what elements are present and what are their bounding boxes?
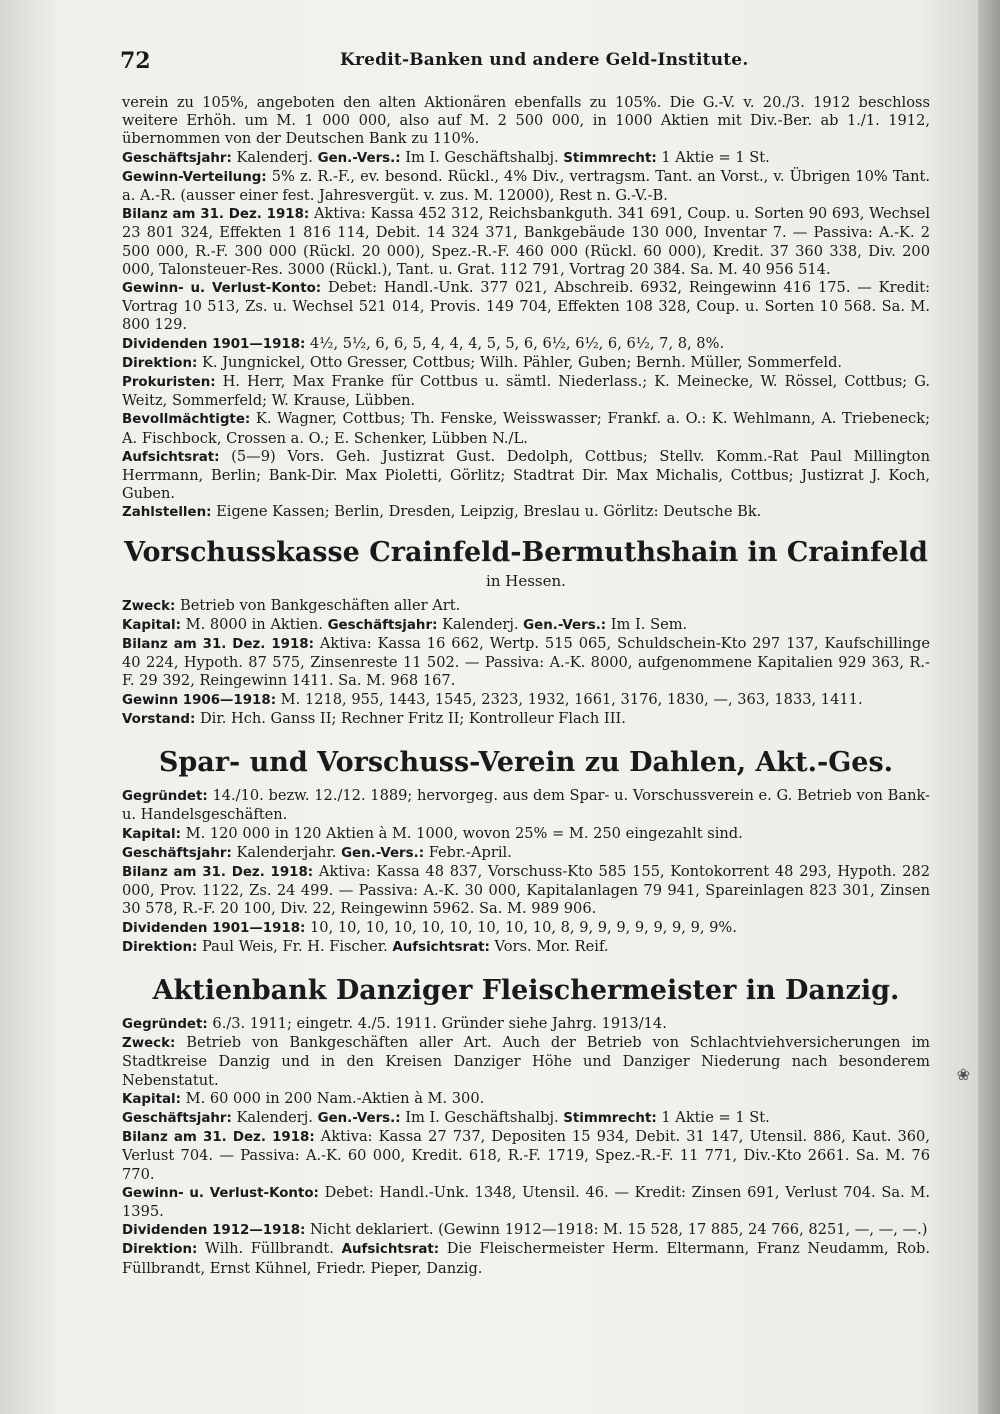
entry-dividenden — [122, 1221, 930, 1240]
label-aufsichtsrat: Aufsichtsrat: — [341, 1242, 440, 1258]
label-dividenden: Dividenden 1912—1918: — [122, 1223, 306, 1239]
label-geschaeftsjahr: Geschäftsjahr: — [122, 150, 232, 166]
text-bevollmaechtigte: K. Wagner, Cottbus; Th. Fenske, Weisswasser; Frankf. a. O.: K. Wehlmann, A. Triebeneck; A. Fischbock, Crossen a. O.; E. Schenker, Lübben N./L. — [122, 410, 930, 447]
entry-vorstand — [122, 710, 930, 729]
text-direktion: Paul Weis, Fr. H. Fischer. — [197, 937, 393, 955]
entry-geschaeftsjahr — [122, 844, 930, 863]
text-kapital: M. 120 000 in 120 Aktien à M. 1000, wovon 25% = M. 250 eingezahlt sind. — [180, 824, 743, 842]
label-bilanz: Bilanz am 31. Dez. 1918: — [122, 637, 314, 653]
text-geschaeftsjahr: Kalenderj. — [231, 1108, 318, 1126]
entry-bilanz — [122, 635, 930, 691]
label-guv: Gewinn- u. Verlust-Konto: — [122, 1185, 319, 1201]
entry-gewinn — [122, 691, 930, 710]
entry-geschaeftsjahr — [122, 149, 930, 168]
text-stimmrecht: 1 Aktie = 1 St. — [656, 148, 770, 166]
label-kapital: Kapital: — [122, 1091, 181, 1107]
label-dividenden: Dividenden 1901—1918: — [122, 336, 306, 352]
text-prokuristen: H. Herr, Max Franke für Cottbus u. sämtl. Niederlass.; K. Meinecke, W. Rössel, Cottbus; G. Weitz, Sommerfeld; W. Krause, Lübben. — [122, 373, 930, 410]
text-bilanz: Aktiva: Kassa 27 737, Depositen 15 934, Debit. 31 147, Utensil. 886, Kaut. 360, Verlust 704. — Passiva: A.-K. 60 000, Kredit. 618, R.-F. 1719, Spez.-R.-F. 11 771, Div.-Kto 2661. Sa. M. 76 770. — [122, 1128, 930, 1183]
entry-dividenden — [122, 335, 930, 354]
label-geschaeftsjahr: Geschäftsjahr: — [327, 617, 438, 633]
label-bilanz: Bilanz am 31. Dez. 1918: — [122, 864, 314, 880]
margin-mark-icon: ❀ — [956, 1065, 970, 1084]
entry-aufsichtsrat — [122, 448, 930, 504]
bank-subtitle-crainfeld: in Hessen. — [486, 571, 566, 590]
label-bilanz: Bilanz am 31. Dez. 1918: — [122, 1130, 315, 1146]
text-kapital: M. 60 000 in 200 Nam.-Aktien à M. 300. — [180, 1089, 485, 1107]
entry-gegruendet — [122, 1015, 930, 1034]
label-genvers: Gen.-Vers.: — [317, 150, 401, 166]
label-direktion: Direktion: — [122, 1242, 198, 1258]
label-geschaeftsjahr: Geschäftsjahr: — [122, 1110, 232, 1126]
entry-zahlstellen — [122, 503, 930, 522]
text-bilanz: Aktiva: Kassa 452 312, Reichsbankguth. 341 691, Coup. u. Sorten 90 693, Wechsel 23 801 324, Effekten 1 816 114, Debit. 14 324 371, Bankgebäude 130 000, Inventar 7. — Passiva: A.-K. 2 500 000, R.-F. 300 000 (Rückl. 20 000), Spez.-R.-F. 460 000 (Rückl. 60 000), Kredit. 37 360 338, Div. 200 000, Talonsteuer-Res. 3000 (Rückl.), Tant. u. Grat. 112 791, Vortrag 20 384. Sa. M. 40 956 514. — [122, 205, 930, 278]
label-aufsichtsrat: Aufsichtsrat: — [122, 449, 220, 465]
text-dividenden: Nicht deklariert. (Gewinn 1912—1918: M. 15 528, 17 885, 24 766, 8251, —, —, —.) — [305, 1221, 928, 1239]
entry-bilanz — [122, 205, 930, 279]
text-genvers: Febr.-April. — [424, 843, 512, 861]
entry-prokuristen — [122, 373, 930, 410]
text-aufsichtsrat: Vors. Mor. Reif. — [489, 937, 609, 955]
label-genvers: Gen.-Vers.: — [341, 845, 425, 861]
text-direktion: K. Jungnickel, Otto Gresser, Cottbus; Wilh. Pähler, Guben; Bernh. Müller, Sommerfeld. — [197, 353, 843, 371]
label-bevollmaechtigte: Bevollmächtigte: — [122, 412, 251, 428]
label-prokuristen: Prokuristen: — [122, 375, 216, 391]
entry-direktion — [122, 938, 930, 957]
label-zweck: Zweck: — [122, 1036, 176, 1052]
entry-direktion — [122, 354, 930, 373]
label-gegruendet: Gegründet: — [122, 1016, 208, 1032]
text-aufsichtsrat: Die Fleischermeister Herm. Eltermann, Franz Neudamm, Rob. Füllbrandt, Ernst Kühnel, Friedr. Pieper, Danzig. — [122, 1240, 931, 1277]
label-stimmrecht: Stimmrecht: — [563, 150, 657, 166]
page-body — [122, 94, 930, 1278]
label-aufsichtsrat: Aufsichtsrat: — [392, 939, 490, 955]
text-zahlstellen: Eigene Kassen; Berlin, Dresden, Leipzig, Breslau u. Görlitz: Deutsche Bk. — [211, 503, 762, 521]
text-zweck: Betrieb von Bankgeschäften aller Art. — [175, 596, 461, 614]
label-kapital: Kapital: — [122, 826, 181, 842]
text-dividenden: 10, 10, 10, 10, 10, 10, 10, 10, 10, 8, 9, 9, 9, 9, 9, 9, 9, 9%. — [305, 918, 737, 936]
label-bilanz: Bilanz am 31. Dez. 1918: — [122, 207, 310, 223]
entry-bilanz — [122, 863, 930, 919]
label-geschaeftsjahr: Geschäftsjahr: — [122, 845, 232, 861]
text-gewinnverteilung: 5% z. R.-F., ev. besond. Rückl., 4% Div., vertragsm. Tant. an Vorst., v. Übrigen 10% Tant. a. A.-R. (ausser einer fest. Jahresvergüt. v. zus. M. 12000), Rest n. G.-V.-B. — [122, 167, 930, 205]
text-geschaeftsjahr: Kalenderj. — [231, 148, 318, 166]
entry-kapital — [122, 1090, 930, 1109]
entry-guv — [122, 279, 930, 335]
label-direktion: Direktion: — [122, 939, 198, 955]
label-vorstand: Vorstand: — [122, 711, 196, 727]
label-dividenden: Dividenden 1901—1918: — [122, 920, 306, 936]
bank-title-crainfeld: Vorschusskasse Crainfeld-Bermuthshain in Crainfeld — [124, 536, 928, 568]
bank-title-danzig: Aktienbank Danziger Fleischermeister in Danzig. — [152, 974, 900, 1006]
entry-zweck — [122, 1034, 930, 1090]
text-vorstand: Dir. Hch. Ganss II; Rechner Fritz II; Kontrolleur Flach III. — [195, 709, 626, 727]
label-gegruendet: Gegründet: — [122, 789, 208, 805]
entry-kapital — [122, 825, 930, 844]
label-genvers: Gen.-Vers.: — [523, 617, 607, 633]
label-zweck: Zweck: — [122, 598, 176, 614]
text-guv: Debet: Handl.-Unk. 377 021, Abschreib. 6932, Reingewinn 416 175. — Kredit: Vortrag 10 513, Zs. u. Wechsel 521 014, Provis. 149 704, Effekten 108 328, Coup. u. Sorten 10 568. Sa. M. 800 129. — [122, 279, 930, 334]
bank-title-dahlen: Spar- und Vorschuss-Verein zu Dahlen, Akt.-Ges. — [158, 747, 894, 779]
entry-gewinnverteilung — [122, 168, 930, 205]
label-gewinnverteilung: Gewinn-Verteilung: — [122, 169, 267, 185]
text-gegruendet: 14./10. bezw. 12./12. 1889; hervorgeg. aus dem Spar- u. Vorschussverein e. G. Betrieb von Bank- u. Handelsgeschäften. — [122, 787, 930, 824]
page-binding-edge — [978, 0, 1000, 1414]
text-geschaeftsjahr: Kalenderj. — [437, 615, 524, 633]
text-zweck: Betrieb von Bankgeschäften aller Art. Auch der Betrieb von Schlachtviehversicherungen im Stadtkreise Danzig und in den Kreisen Danziger Höhe und Danziger Niederung nach besonderem Nebenstatut. — [122, 1034, 930, 1089]
text-genvers: Im I. Geschäftshalbj. — [400, 1108, 564, 1126]
text-dividenden: 4½, 5½, 6, 6, 5, 4, 4, 4, 5, 5, 6, 6½, 6½, 6, 6½, 7, 8, 8%. — [305, 334, 725, 352]
text-aufsichtsrat: (5—9) Vors. Geh. Justizrat Gust. Dedolph, Cottbus; Stellv. Komm.-Rat Paul Millington Herrmann, Berlin; Bank-Dir. Max Pioletti, Görlitz; Stadtrat Dir. Max Michalis, Cottbus; Justizrat J. Koch, Guben. — [122, 447, 930, 503]
entry-gegruendet — [122, 787, 930, 824]
entry-intro: verein zu 105%, angeboten den alten Aktionären ebenfalls zu 105%. Die G.-V. v. 20./3. 1912 beschloss weitere Erhöh. um M. 1 000 000, also auf M. 2 500 000, in 1000 Aktien mit Div.-Ber. ab 1./1. 1912, übernommen von der Deutschen Bank zu 110%. — [122, 94, 930, 148]
label-stimmrecht: Stimmrecht: — [563, 1110, 657, 1126]
text-genvers: Im I. Geschäftshalbj. — [400, 148, 564, 166]
text-direktion: Wilh. Füllbrandt. — [197, 1240, 342, 1258]
running-title: Kredit-Banken und andere Geld-Institute. — [340, 50, 749, 70]
label-genvers: Gen.-Vers.: — [317, 1110, 401, 1126]
text-genvers: Im I. Sem. — [606, 615, 688, 633]
entry-direktion — [122, 1240, 930, 1277]
text-gewinn: M. 1218, 955, 1443, 1545, 2323, 1932, 1661, 3176, 1830, —, 363, 1833, 1411. — [276, 690, 863, 708]
entry-bilanz — [122, 1128, 930, 1184]
label-direktion: Direktion: — [122, 355, 198, 371]
text-geschaeftsjahr: Kalenderjahr. — [231, 843, 342, 861]
text-kapital: M. 8000 in Aktien. — [180, 615, 328, 633]
entry-kapital — [122, 616, 930, 635]
page-number: 72 — [120, 48, 151, 74]
label-kapital: Kapital: — [122, 617, 181, 633]
text-bilanz: Aktiva: Kassa 48 837, Vorschuss-Kto 585 155, Kontokorrent 48 293, Hypoth. 282 000, Prov. 1122, Zs. 24 499. — Passiva: A.-K. 30 000, Kapitalanlagen 79 941, Spareinlagen 823 301, Zinsen 30 578, R.-F. 20 100, Div. 22, Reingewinn 5962. Sa. M. 989 906. — [122, 862, 930, 918]
label-zahlstellen: Zahlstellen: — [122, 505, 212, 521]
text-guv: Debet: Handl.-Unk. 1348, Utensil. 46. — Kredit: Zinsen 691, Verlust 704. Sa. M. 1395. — [122, 1183, 930, 1220]
label-gewinn: Gewinn 1906—1918: — [122, 692, 277, 708]
page-header — [120, 48, 930, 76]
text-bilanz: Aktiva: Kassa 16 662, Wertp. 515 065, Schuldschein-Kto 297 137, Kaufschillinge 40 224, Hypoth. 87 575, Zinsenreste 11 502. — Passiva: A.-K. 8000, aufgenommene Kapitalien 929 363, R.-F. 29 392, Reingewinn 1411. Sa. M. 968 167. — [122, 635, 930, 690]
text-gegruendet: 6./3. 1911; eingetr. 4./5. 1911. Gründer siehe Jahrg. 1913/14. — [207, 1014, 667, 1032]
text-stimmrecht: 1 Aktie = 1 St. — [656, 1108, 770, 1126]
label-guv: Gewinn- u. Verlust-Konto: — [122, 281, 322, 297]
entry-geschaeftsjahr — [122, 1109, 930, 1128]
entry-zweck — [122, 597, 930, 616]
entry-dividenden — [122, 919, 930, 938]
entry-guv — [122, 1184, 930, 1221]
entry-bevollmaechtigte — [122, 410, 930, 447]
